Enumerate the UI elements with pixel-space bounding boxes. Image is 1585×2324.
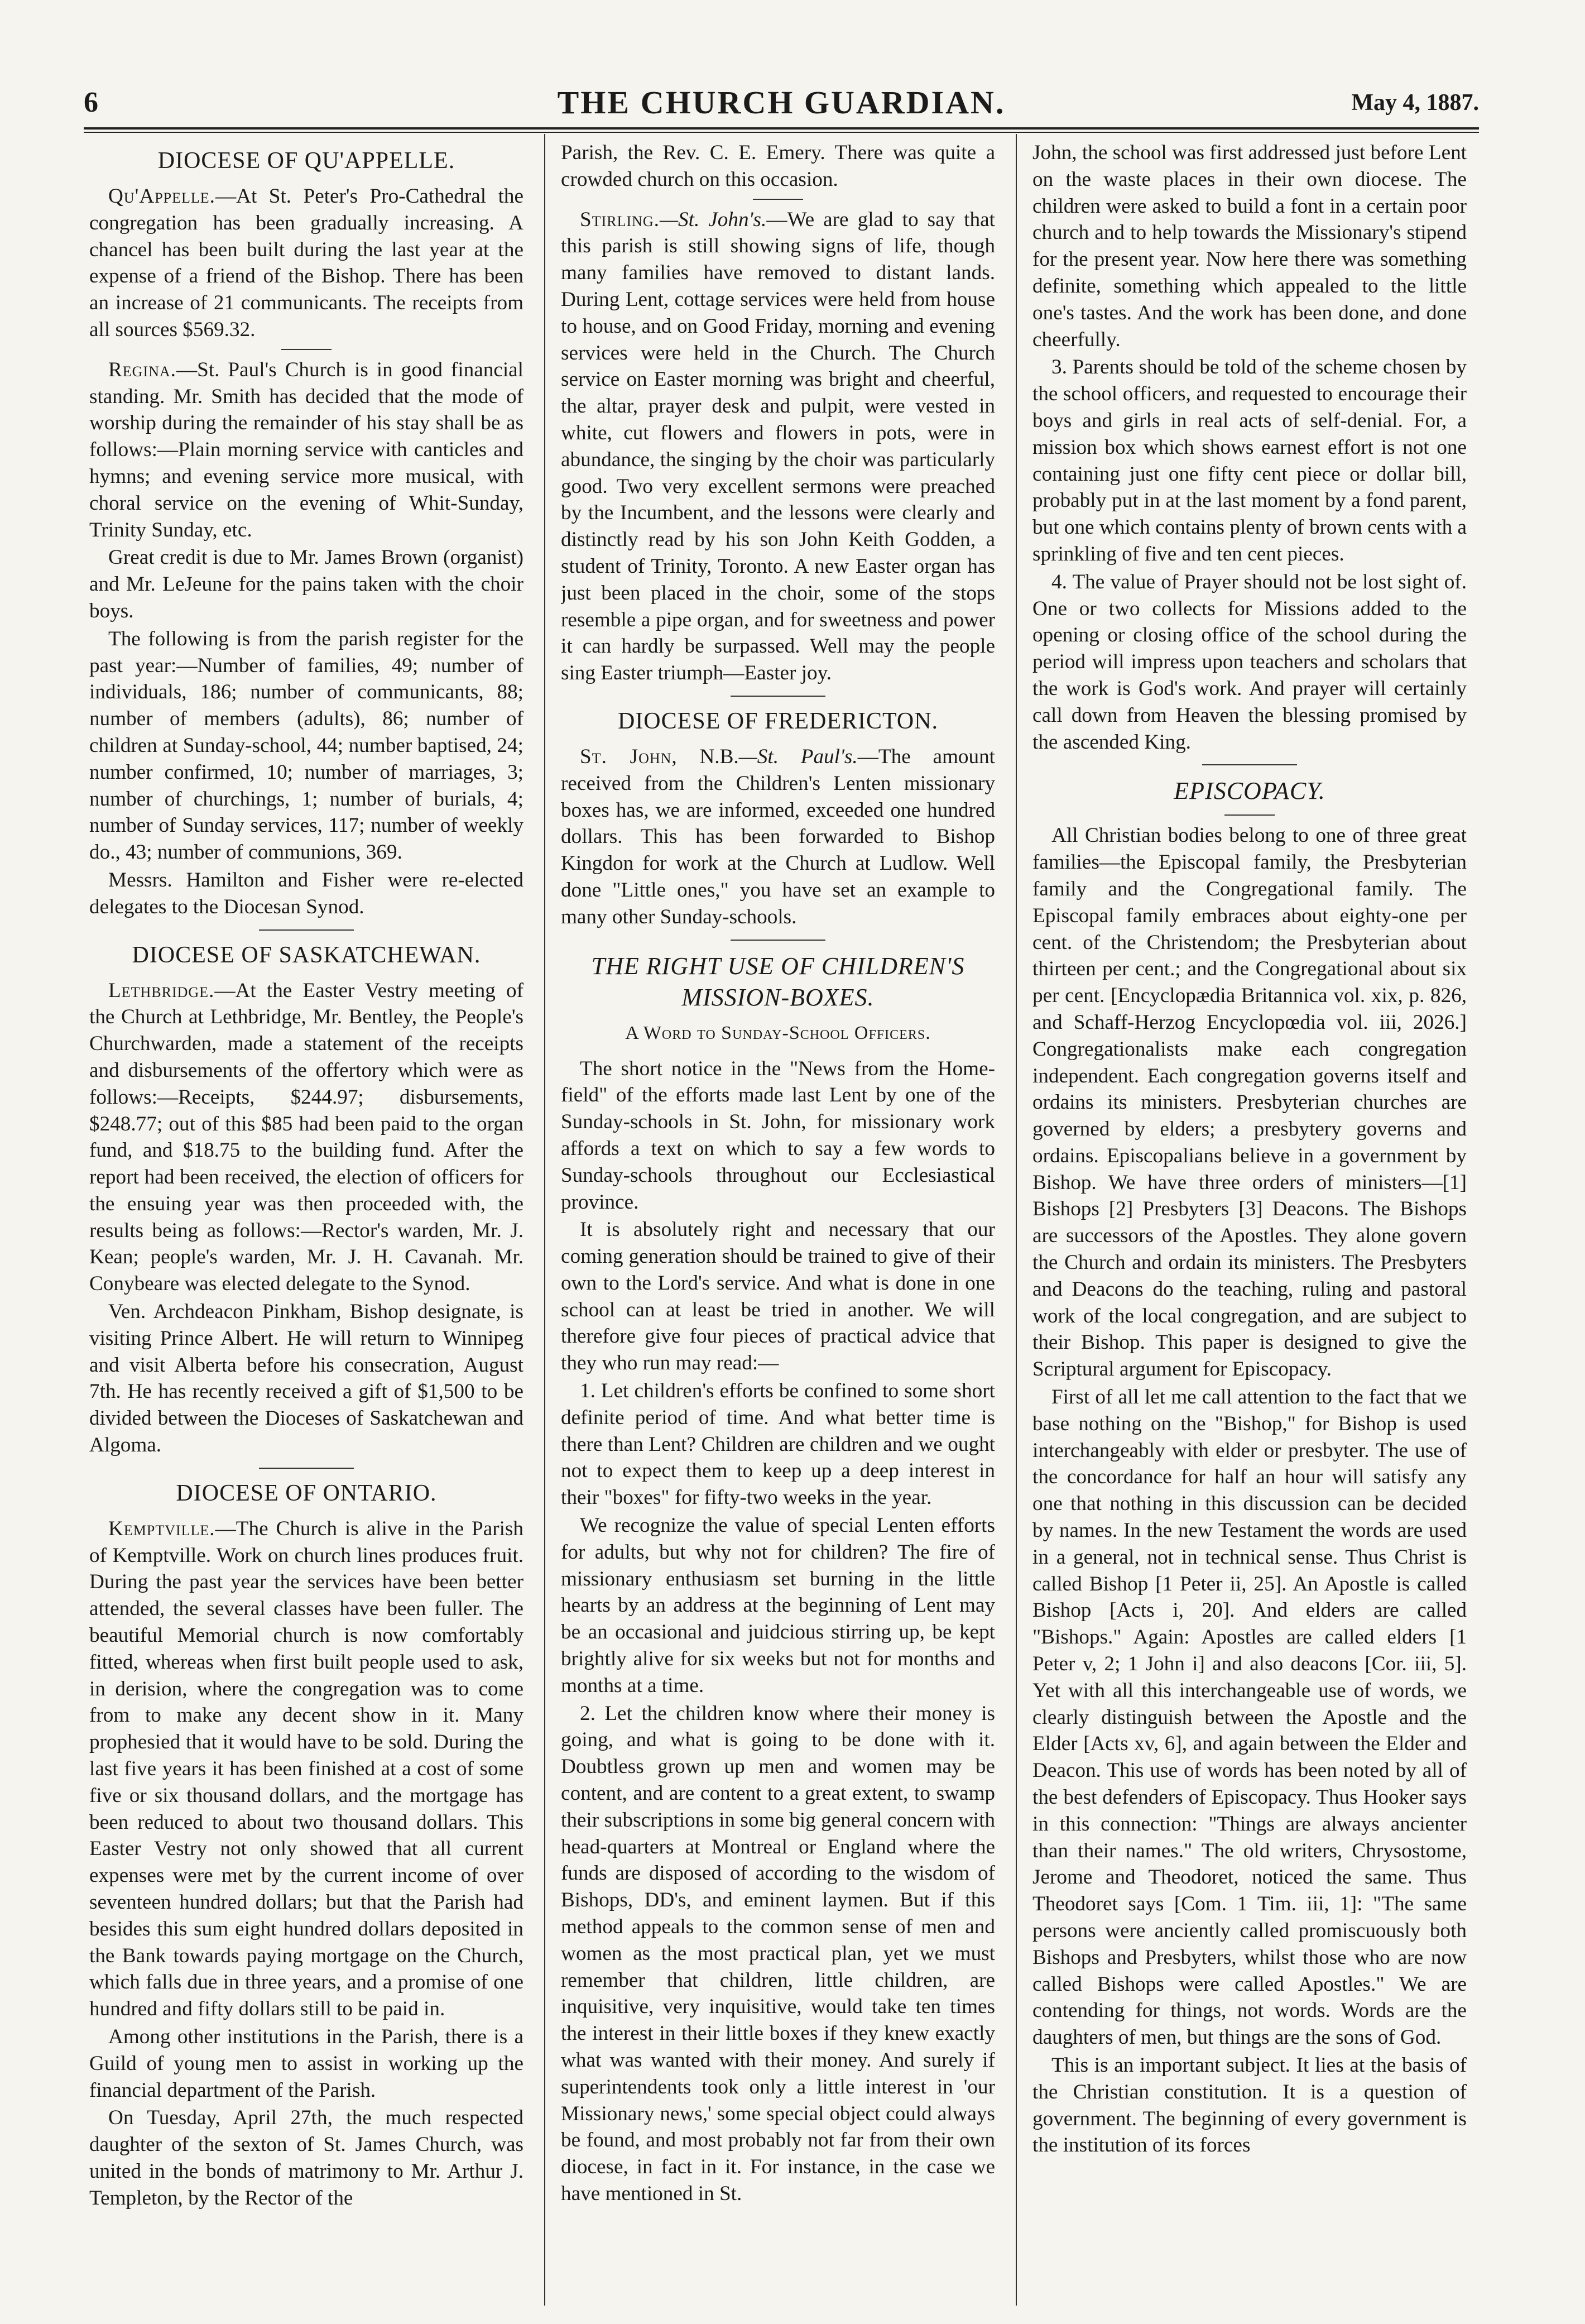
article-paragraph: This is an important subject. It lies at the basis of the Christian constitution. It is a question of government. The beginning of every government is the institution of its forces (1032, 2053, 1467, 2157)
article-title-episcopacy: EPISCOPACY. (1174, 777, 1325, 805)
place-lead: Kemptville. (108, 1517, 215, 1540)
article-paragraph: Regina.—St. Paul's Church is in good financial standing. Mr. Smith has decided that the mode of worship during the remainder of his stay shall be as follows:—Plain morning service with canticles and hymns; and evening service more musical, with choral service on the evening of Whit-Sunday, Trinity Sunday, etc. (89, 358, 523, 542)
article-paragraph: Among other institutions in the Parish, there is a Guild of young men to assist in working up the financial department of the Parish. (89, 2025, 523, 2102)
masthead-rule-thin (84, 132, 1479, 133)
article-paragraph: The following is from the parish register for the past year:—Number of families, 49; number of individuals, 186; number of communicants, 88; number of members (adults), 86; number of children at Sunday-school, 44; number baptised, 24; number confirmed, 10; number of marriages, 3; number of churchings, 1; number of burials, 4; number of Sunday services, 117; number of weekly do., 43; number of communions, 369. (89, 627, 523, 864)
section-heading-saskatchewan: DIOCESE OF SASKATCHEWAN. (132, 942, 481, 968)
article-paragraph: John, the school was first addressed just before Lent on the waste places in their own diocese. The children were asked to build a font in a certain poor church and to help towards the Missionary's stipend for the present year. Now here there was something definite, something which appealed to the little one's tastes. And the work has been done, and done cheerfully. (1032, 141, 1467, 351)
article-paragraph: Stirling.—St. John's.—We are glad to say that this parish is still showing signs of life, though many families have removed to distant lands. During Lent, cottage services were held from house to house, and on Good Friday, morning and evening services were held in the Church. The Church service on Easter morning was bright and cheerful, the altar, prayer desk and pulpit, were vested in white, cut flowers and flowers in pots, were in abundance, the singing by the choir was particularly good. Two very excellent sermons were preached by the Incumbent, and the lessons were clearly and distinctly read by his son John Keith Godden, a student of Trinity, Toronto. A new Easter organ has just been placed in the choir, some of the stops resemble a pipe organ, and for sweetness and power it can hardly be surpassed. Well may the people sing Easter triumph—Easter joy. (561, 208, 995, 685)
section-separator (731, 696, 825, 697)
article-title-mission-boxes: THE RIGHT USE OF CHILDREN'S MISSION-BOXES. (591, 952, 965, 1011)
column-1 (89, 140, 523, 2306)
item-separator (1224, 814, 1275, 816)
article-paragraph: Kemptville.—The Church is alive in the Parish of Kemptville. Work on church lines produces fruit. During the past year the services have been better attended, the several classes have been fuller. The beautiful Memorial church is now comfortably fitted, whereas when first built people used to ask, in derision, where the congregation was to come from to make any decent show in it. Many prophesied that it would have to be sold. During the last five years it has been finished at a cost of some five or six thousand dollars, and the mortgage has been reduced to about two thousand dollars. This Easter Vestry not only showed that all current expenses were met by the current income of over seventeen hundred dollars; but that the Parish had besides this sum eight hundred dollars deposited in the Bank towards paying mortgage on the Church, which falls due in three years, and a promise of one hundred and fifty dollars still to be paid in. (89, 1517, 523, 2021)
article-paragraph: The short notice in the "News from the Home-field" of the efforts made last Lent by one of the Sunday-schools in St. John, for missionary work affords a text on which to say a few words to Sunday-schools throughout our Ecclesiastical province. (561, 1057, 995, 1214)
section-separator (259, 1468, 354, 1469)
article-paragraph: All Christian bodies belong to one of three great families—the Episcopal family, the Presbyterian family and the Congregational family. The Episcopal family embraces about eighty-one per cent. of the Christendom; the Presbyterian about thirteen per cent.; and the Congregational about six per cent. [Encyclopædia Britannica vol. xix, p. 826, and Schaff-Herzog Encyclopœdia vol. iii, 2026.] Congregationalists make each congregation independent. Each congregation governs itself and ordains its ministers. Presbyterian churches are governed by elders; a presbytery governs and ordains. Episcopalians believe in a government by Bishop. We have three orders of ministers—[1] Bishops [2] Presbyters [3] Deacons. The Bishops are successors of the Apostles. They alone govern the Church and ordain its ministers. The Presbyters and Deacons do the teaching, ruling and pastoral work of the local congregation, and are subject to their Bishop. This paper is designed to give the Scriptural argument for Episcopacy. (1032, 824, 1467, 1381)
place-lead: Lethbridge. (108, 979, 215, 1002)
section-heading-ontario: DIOCESE OF ONTARIO. (176, 1480, 437, 1506)
article-paragraph: 4. The value of Prayer should not be lost sight of. One or two collects for Missions added to the opening or closing office of the school during the period will impress upon teachers and scholars that the work is God's work. And prayer will certainly call down from Heaven the blessing promised by the ascended King. (1032, 570, 1467, 754)
column-2 (561, 140, 995, 2306)
page-number: 6 (84, 87, 98, 118)
article-paragraph: Ven. Archdeacon Pinkham, Bishop designate, is visiting Prince Albert. He will return to Winnipeg and visit Alberta before his consecration, August 7th. He has recently received a gift of $1,500 to be divided between the Dioceses of Saskatchewan and Algoma. (89, 1300, 523, 1457)
article-paragraph: Parish, the Rev. C. E. Emery. There was quite a crowded church on this occasion. (561, 141, 995, 191)
place-lead: St. John, (580, 745, 678, 768)
column-divider (1016, 134, 1017, 2306)
section-heading-fredericton: DIOCESE OF FREDERICTON. (617, 708, 939, 734)
section-separator (1202, 764, 1297, 765)
item-separator (281, 349, 332, 350)
section-separator (731, 940, 825, 941)
column-divider (544, 134, 545, 2306)
place-lead: Stirling. (580, 208, 660, 231)
section-separator (259, 929, 354, 931)
article-paragraph: 3. Parents should be told of the scheme chosen by the school officers, and requested to encourage their boys and girls in real acts of self-denial. For, a mission box which shows earnest effort is not one containing just one fifty cent piece or dollar bill, probably put in at the last moment by a fond parent, but one which contains plenty of brown cents with a sprinkling of five and ten cent pieces. (1032, 356, 1467, 566)
article-paragraph: St. John, N.B.—St. Paul's.—The amount received from the Children's Lenten missionary boxes has, we are informed, exceeded one hundred dollars. This has been forwarded to Bishop Kingdon for work at the Church at Ludlow. Well done "Little ones," you have set an example to many other Sunday-schools. (561, 745, 995, 928)
article-paragraph: 2. Let the children know where their money is going, and what is going to be done with it. Doubtless grown up men and women may be content, and are content to a great extent, to swamp their subscriptions in some big general concern with head-quarters at Montreal or England where the funds are disposed of according to the wisdom of Bishops, DD's, and eminent laymen. But if this method appeals to the common sense of men and women as the most practical plan, yet we must remember that children, little children, are inquisitive, very inquisitive, would take ten times the interest in their little boxes if they knew exactly what was wanted with their money. And surely if superintendents took only a little interest in 'our Missionary news,' some special object could always be found, and most probably not far from their own diocese, in fact in it. For instance, in the case we have mentioned in St. (561, 1702, 995, 2205)
masthead-rule (84, 127, 1479, 130)
article-paragraph: Qu'Appelle.—At St. Peter's Pro-Cathedral the congregation has been gradually increasing. A chancel has been built during the last year at the expense of a friend of the Bishop. There has been an increase of 21 communicants. The receipts from all sources $569.32. (89, 185, 523, 341)
column-3 (1032, 140, 1467, 2306)
masthead (84, 84, 1479, 123)
article-paragraph: Messrs. Hamilton and Fisher were re-elected delegates to the Diocesan Synod. (89, 868, 523, 918)
place-lead: Regina. (108, 358, 176, 381)
place-lead: Qu'Appelle. (108, 185, 215, 208)
newspaper-title: THE CHURCH GUARDIAN. (557, 84, 1006, 121)
article-paragraph: 1. Let children's efforts be confined to some short definite period of time. And what better time is there than Lent? Children are children and we ought not to expect them to keep up a deep interest in their "boxes" for fifty-two weeks in the year. (561, 1379, 995, 1510)
section-heading-qu-appelle: DIOCESE OF QU'APPELLE. (157, 148, 455, 174)
item-separator (753, 199, 803, 200)
article-paragraph: It is absolutely right and necessary that our coming generation should be trained to give of their own to the Lord's service. And what is done in one school can at least be tried in another. We will therefore give four pieces of practical advice that they who run may read:— (561, 1218, 995, 1375)
article-subtitle: A Word to Sunday-School Officers. (625, 1022, 931, 1043)
issue-date: May 4, 1887. (1351, 90, 1479, 116)
article-paragraph: On Tuesday, April 27th, the much respected daughter of the sexton of St. James Church, was united in the bonds of matrimony to Mr. Arthur J. Templeton, by the Rector of the (89, 2106, 523, 2210)
article-paragraph: First of all let me call attention to the fact that we base nothing on the "Bishop," for Bishop is used interchangeably with elder or presbyter. The use of the concordance for half an hour will satisfy any one that nothing in this discussion can be decided by names. In the new Testament the words are used in a general, not in technical sense. Thus Christ is called Bishop [1 Peter ii, 25]. An Apostle is called Bishop [Acts i, 20]. And elders are called "Bishops." Again: Apostles are called elders [1 Peter v, 2; 1 John i] and also deacons [Cor. iii, 5]. Yet with all this interchangeable use of words, we clearly distinguish between the Apostle and the Elder [Acts xv, 6], and again between the Elder and Deacon. This use of words has been noted by all of the best defenders of Episcopacy. Thus Hooker says in this connection: "Things are always ancienter than their names." The old writers, Chrysostome, Jerome and Theodoret, noticed the same. Thus Theodoret says [Com. 1 Tim. iii, 1]: "The same persons were anciently called promiscuously both Bishops and Presbyters, whilst those who are now called Bishops were called Apostles." We are contending for things, not words. Words are the daughters of men, but things are the sons of God. (1032, 1386, 1467, 2049)
article-paragraph: We recognize the value of special Lenten efforts for adults, but why not for children? The fire of missionary enthusiasm set burning in the little hearts by an address at the beginning of Lent may be an occasional and juidcious stirring up, be kept brightly alive for six weeks but not for months and months at a time. (561, 1514, 995, 1697)
article-paragraph: Lethbridge.—At the Easter Vestry meeting of the Church at Lethbridge, Mr. Bentley, the People's Churchwarden, made a statement of the receipts and disbursements of the offertory which were as follows:—Receipts, $244.97; disbursements, $248.77; out of this $85 had been paid to the organ fund, and $18.75 to the building fund. After the report had been received, the election of officers for the ensuing year was then proceeded with, the results being as follows:—Rector's warden, Mr. J. Kean; people's warden, Mr. J. H. Cavanah. Mr. Conybeare was elected delegate to the Synod. (89, 979, 523, 1296)
article-paragraph: Great credit is due to Mr. James Brown (organist) and Mr. LeJeune for the pains taken with the choir boys. (89, 546, 523, 622)
